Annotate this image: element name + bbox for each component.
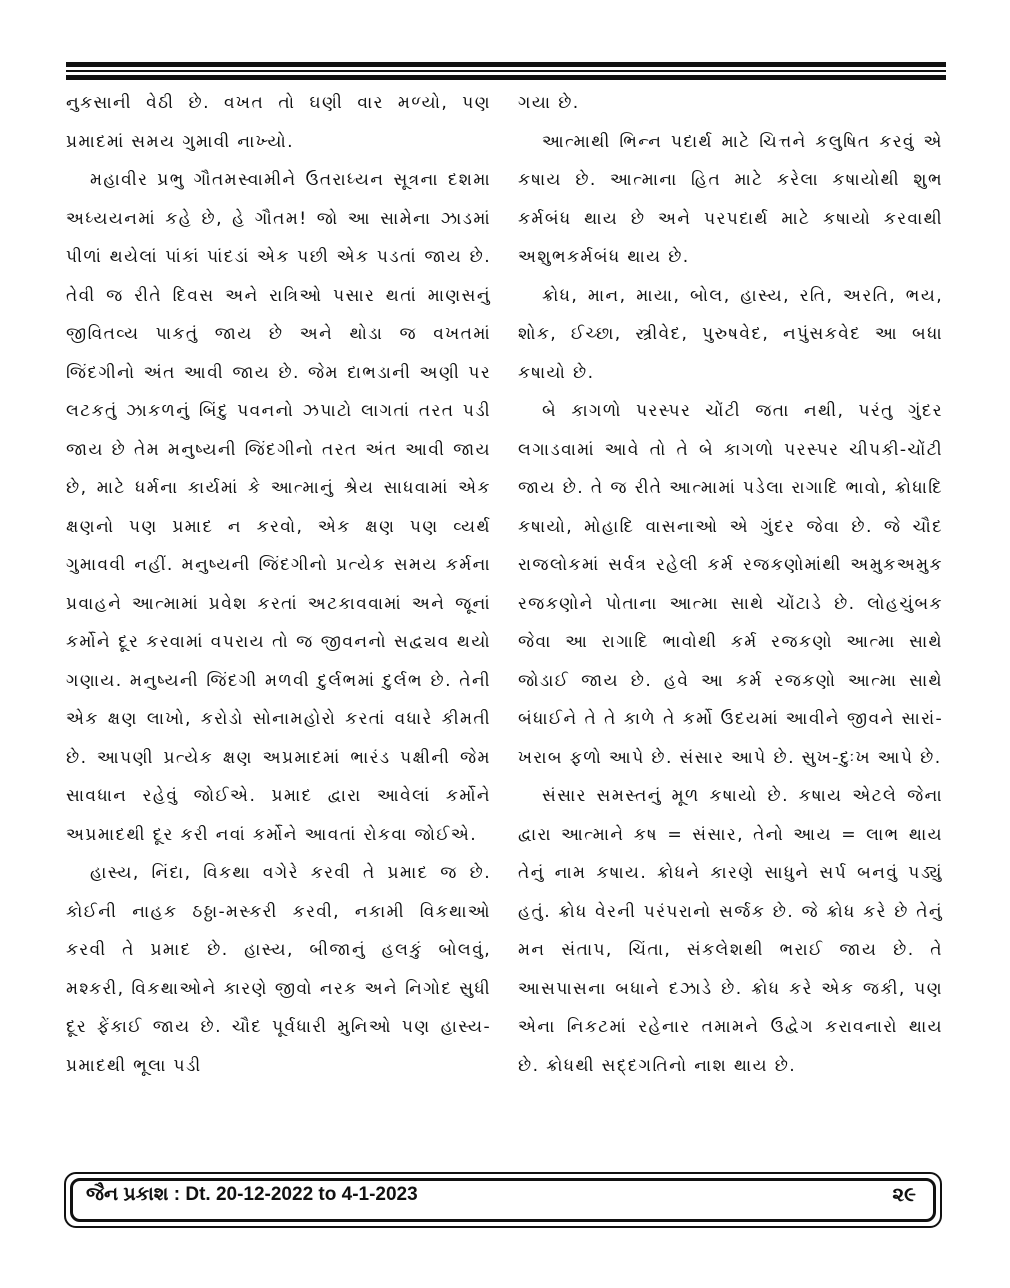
header-rule-thin — [66, 70, 946, 72]
right-paragraph-1: ગયા છે. — [518, 93, 580, 113]
left-paragraph-3: હાસ્ય, નિંદા, વિકથા વગેરે કરવી તે પ્રમાદ જ છે. કોઈની નાહક ઠઠ્ઠા-મસ્કરી કરવી, નકામી વિકથાઓ કરવી તે પ્રમાદ છે. હાસ્ય, બીજાનું હલકું બોલવું, મશ્કરી, વિકથાઓને કારણે જીવો નરક અને નિગોદ સુધી દૂર ફેંકાઈ જાય છે. ચૌદ પૂર્વધારી મુનિઓ પણ હાસ્ય-પ્રમાદથી ભૂલા પડી — [66, 863, 491, 1076]
right-paragraph-5: સંસાર સમસ્તનું મૂળ કષાયો છે. કષાય એટલે જેના દ્વારા આત્માને કષ = સંસાર, તેનો આય = લાભ થાય તેનું નામ કષાય. ક્રોધને કારણે સાધુને સર્પ બનવું પડ્યું હતું. ક્રોધ વેરની પરંપરાનો સર્જક છે. જે ક્રોધ કરે છે તેનું મન સંતાપ, ચિંતા, સંકલેશથી ભરાઈ જાય છે. તે આસપાસના બધાને દઝાડે છે. ક્રોધ કરે એક જકી, પણ એના નિકટમાં રહેનાર તમામને ઉદ્વેગ કરાવનારો થાય છે. ક્રોધથી સદ્દગતિનો નાશ થાય છે. — [518, 786, 943, 1076]
left-paragraph-1: નુકસાની વેઠી છે. વખત તો ઘણી વાર મળ્યો, પણ પ્રમાદમાં સમય ગુમાવી નાખ્યો. — [66, 93, 491, 152]
header-rule-thick-top — [66, 62, 946, 67]
right-paragraph-3: ક્રોધ, માન, માયા, બોલ, હાસ્ય, રતિ, અરતિ, ભય, શોક, ઈચ્છા, સ્ત્રીવેદ, પુરુષવેદ, નપુંસકવેદ આ બધા કષાયો છે. — [518, 285, 943, 383]
right-paragraph-4: બે કાગળો પરસ્પર ચોંટી જતા નથી, પરંતુ ગુંદર લગાડવામાં આવે તો તે બે કાગળો પરસ્પર ચીપકી-ચોંટી જાય છે. તે જ રીતે આત્મામાં પડેલા રાગાદિ ભાવો, ક્રોધાદિ કષાયો, મોહાદિ વાસનાઓ એ ગુંદર જેવા છે. જે ચૌદ રાજલોકમાં સર્વત્ર રહેલી કર્મ રજકણોમાંથી અમુકઅમુક રજકણોને પોતાના આત્મા સાથે ચોંટાડે છે. લોહચુંબક જેવા આ રાગાદિ ભાવોથી કર્મ રજકણો આત્મા સાથે જોડાઈ જાય છે. હવે આ કર્મ રજકણો આત્મા સાથે બંધાઈને તે તે કાળે તે કર્મો ઉદયમાં આવીને જીવને સારાં-ખરાબ ફળો આપે છે. સંસાર આપે છે. સુખ-દુઃખ આપે છે. — [518, 401, 943, 768]
page-footer — [64, 1172, 942, 1228]
right-paragraph-2: આત્માથી ભિન્ન પદાર્થ માટે ચિત્તને કલુષિત કરવું એ કષાય છે. આત્માના હિત માટે કરેલા કષાયોથી શુભ કર્મબંધ થાય છે અને પરપદાર્થ માટે કષાયો કરવાથી અશુભકર્મબંધ થાય છે. — [518, 131, 943, 267]
header-rule-thick-bottom — [66, 75, 946, 80]
footer-publication-title: જૈન પ્રકાશ : Dt. 20-12-2022 to 4-1-2023 — [86, 1184, 418, 1205]
left-paragraph-2: મહાવીર પ્રભુ ગૌતમસ્વામીને ઉતરાધ્યન સૂત્રના દશમા અધ્યયનમાં કહે છે, હે ગૌતમ! જો આ સામેના ઝાડમાં પીળાં થયેલાં પાંકાં પાંદડાં એક પછી એક પડતાં જાય છે. તેવી જ રીતે દિવસ અને રાત્રિઓ પસાર થતાં માણસનું જીવિતવ્ય પાકતું જાય છે અને થોડા જ વખતમાં જિંદગીનો અંત આવી જાય છે. જેમ દાભડાની અણી પર લટકતું ઝાકળનું બિંદુ પવનનો ઝપાટો લાગતાં તરત પડી જાય છે તેમ મનુષ્યની જિંદગીનો તરત અંત આવી જાય છે, માટે ધર્મના કાર્યમાં કે આત્માનું શ્રેય સાધવામાં એક ક્ષણનો પણ પ્રમાદ ન કરવો, એક ક્ષણ પણ વ્યર્થ ગુમાવવી નહીં. મનુષ્યની જિંદગીનો પ્રત્યેક સમય કર્મના પ્રવાહને આત્મામાં પ્રવેશ કરતાં અટકાવવામાં અને જૂનાં કર્મોને દૂર કરવામાં વપરાય તો જ જીવનનો સદ્વ્યવ થયો ગણાય. મનુષ્યની જિંદગી મળવી દુર્લભમાં દુર્લભ છે. તેની એક ક્ષણ લાખો, કરોડો સોનામહોરો કરતાં વધારે કીમતી છે. આપણી પ્રત્યેક ક્ષણ અપ્રમાદમાં ભારંડ પક્ષીની જેમ સાવધાન રહેવું જોઈએ. પ્રમાદ દ્વારા આવેલાં કર્મોને અપ્રમાદથી દૂર કરી નવાં કર્મોને આવતાં રોકવા જોઈએ. — [66, 170, 491, 845]
left-column — [66, 84, 491, 1085]
page-number: ૨૯ — [892, 1182, 916, 1206]
right-column — [518, 84, 943, 1085]
